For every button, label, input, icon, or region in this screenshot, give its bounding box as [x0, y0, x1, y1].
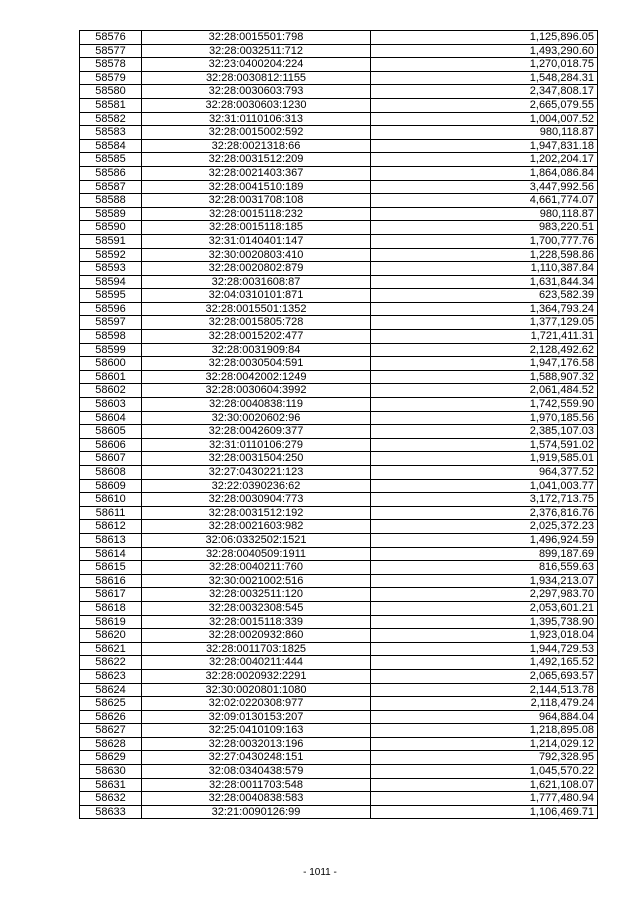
- record-number-cell: 58590: [80, 221, 142, 235]
- amount-cell: 1,214,029.12: [371, 737, 598, 751]
- table-row: [80, 343, 598, 357]
- record-number-cell: 58628: [80, 737, 142, 751]
- table-row: [80, 357, 598, 371]
- record-number-cell: 58581: [80, 98, 142, 112]
- table-row: [80, 126, 598, 140]
- table-row: [80, 493, 598, 507]
- table-row: [80, 58, 598, 72]
- record-number-cell: 58629: [80, 751, 142, 765]
- record-number-cell: 58631: [80, 778, 142, 792]
- table-row: [80, 669, 598, 683]
- record-number-cell: 58613: [80, 533, 142, 547]
- record-number-cell: 58589: [80, 207, 142, 221]
- amount-cell: 1,700,777.76: [371, 234, 598, 248]
- table-row: [80, 112, 598, 126]
- amount-cell: 1,864,086.84: [371, 166, 598, 180]
- table-row: [80, 370, 598, 384]
- table-row: [80, 262, 598, 276]
- cadastral-number-cell: 32:28:0021403:367: [142, 166, 371, 180]
- table-row: [80, 194, 598, 208]
- cadastral-number-cell: 32:28:0031504:250: [142, 452, 371, 466]
- table-row: [80, 547, 598, 561]
- cadastral-number-cell: 32:31:0110106:279: [142, 438, 371, 452]
- amount-cell: 2,376,816.76: [371, 506, 598, 520]
- amount-cell: 1,004,007.52: [371, 112, 598, 126]
- cadastral-number-cell: 32:28:0030603:793: [142, 85, 371, 99]
- cadastral-number-cell: 32:28:0011703:548: [142, 778, 371, 792]
- record-number-cell: 58608: [80, 466, 142, 480]
- table-row: [80, 479, 598, 493]
- table-row: [80, 411, 598, 425]
- table-row: [80, 425, 598, 439]
- cadastral-number-cell: 32:28:0015501:1352: [142, 302, 371, 316]
- table-row: [80, 601, 598, 615]
- table-row: [80, 207, 598, 221]
- record-number-cell: 58627: [80, 724, 142, 738]
- cadastral-number-cell: 32:28:0030904:773: [142, 493, 371, 507]
- record-number-cell: 58583: [80, 126, 142, 140]
- record-number-cell: 58586: [80, 166, 142, 180]
- amount-cell: 1,621,108.07: [371, 778, 598, 792]
- table-row: [80, 765, 598, 779]
- record-number-cell: 58600: [80, 357, 142, 371]
- table-row: [80, 85, 598, 99]
- cadastral-number-cell: 32:28:0041510:189: [142, 180, 371, 194]
- record-number-cell: 58630: [80, 765, 142, 779]
- cadastral-number-cell: 32:31:0140401:147: [142, 234, 371, 248]
- table-row: [80, 398, 598, 412]
- record-number-cell: 58614: [80, 547, 142, 561]
- cadastral-number-cell: 32:28:0040211:444: [142, 656, 371, 670]
- cadastral-number-cell: 32:28:0015118:185: [142, 221, 371, 235]
- cadastral-number-cell: 32:08:0340438:579: [142, 765, 371, 779]
- amount-cell: 2,144,513.78: [371, 683, 598, 697]
- record-number-cell: 58612: [80, 520, 142, 534]
- amount-cell: 1,631,844.34: [371, 275, 598, 289]
- record-number-cell: 58577: [80, 44, 142, 58]
- table-row: [80, 316, 598, 330]
- table-row: [80, 792, 598, 806]
- cadastral-number-cell: 32:31:0110106:313: [142, 112, 371, 126]
- table-row: [80, 710, 598, 724]
- record-number-cell: 58578: [80, 58, 142, 72]
- record-number-cell: 58598: [80, 330, 142, 344]
- table-row: [80, 289, 598, 303]
- amount-cell: 1,588,907.32: [371, 370, 598, 384]
- amount-cell: 1,041,003.77: [371, 479, 598, 493]
- table-row: [80, 153, 598, 167]
- cadastral-number-cell: 32:28:0021318:66: [142, 139, 371, 153]
- table-row: [80, 574, 598, 588]
- cadastral-number-cell: 32:27:0430221:123: [142, 466, 371, 480]
- cadastral-number-cell: 32:28:0031608:87: [142, 275, 371, 289]
- amount-cell: 1,742,559.90: [371, 398, 598, 412]
- table-row: [80, 615, 598, 629]
- amount-cell: 1,106,469.71: [371, 805, 598, 819]
- amount-cell: 623,582.39: [371, 289, 598, 303]
- amount-cell: 3,447,992.56: [371, 180, 598, 194]
- cadastral-number-cell: 32:28:0020932:860: [142, 629, 371, 643]
- amount-cell: 1,270,018.75: [371, 58, 598, 72]
- record-number-cell: 58585: [80, 153, 142, 167]
- record-number-cell: 58619: [80, 615, 142, 629]
- cadastral-number-cell: 32:28:0042002:1249: [142, 370, 371, 384]
- page-number: - 1011 -: [303, 867, 337, 878]
- record-number-cell: 58584: [80, 139, 142, 153]
- cadastral-number-cell: 32:28:0011703:1825: [142, 642, 371, 656]
- record-number-cell: 58582: [80, 112, 142, 126]
- record-number-cell: 58620: [80, 629, 142, 643]
- record-number-cell: 58616: [80, 574, 142, 588]
- records-table: [79, 30, 598, 819]
- amount-cell: 1,934,213.07: [371, 574, 598, 588]
- table-row: [80, 44, 598, 58]
- amount-cell: 1,202,204.17: [371, 153, 598, 167]
- table-row: [80, 221, 598, 235]
- amount-cell: 792,328.95: [371, 751, 598, 765]
- record-number-cell: 58604: [80, 411, 142, 425]
- amount-cell: 1,496,924.59: [371, 533, 598, 547]
- amount-cell: 1,364,793.24: [371, 302, 598, 316]
- amount-cell: 1,919,585.01: [371, 452, 598, 466]
- amount-cell: 2,128,492.62: [371, 343, 598, 357]
- amount-cell: 980,118.87: [371, 207, 598, 221]
- table-row: [80, 588, 598, 602]
- amount-cell: 2,347,808.17: [371, 85, 598, 99]
- record-number-cell: 58622: [80, 656, 142, 670]
- cadastral-number-cell: 32:28:0015002:592: [142, 126, 371, 140]
- cadastral-number-cell: 32:28:0032511:712: [142, 44, 371, 58]
- amount-cell: 983,220.51: [371, 221, 598, 235]
- cadastral-number-cell: 32:28:0015202:477: [142, 330, 371, 344]
- record-number-cell: 58609: [80, 479, 142, 493]
- amount-cell: 3,172,713.75: [371, 493, 598, 507]
- amount-cell: 2,061,484.52: [371, 384, 598, 398]
- table-row: [80, 452, 598, 466]
- amount-cell: 1,493,290.60: [371, 44, 598, 58]
- amount-cell: 1,395,738.90: [371, 615, 598, 629]
- amount-cell: 1,777,480.94: [371, 792, 598, 806]
- cadastral-number-cell: 32:28:0030504:591: [142, 357, 371, 371]
- cadastral-number-cell: 32:27:0430248:151: [142, 751, 371, 765]
- table-row: [80, 506, 598, 520]
- cadastral-number-cell: 32:28:0015501:798: [142, 31, 371, 45]
- table-row: [80, 166, 598, 180]
- record-number-cell: 58579: [80, 71, 142, 85]
- amount-cell: 1,492,165.52: [371, 656, 598, 670]
- cadastral-number-cell: 32:04:0310101:871: [142, 289, 371, 303]
- record-number-cell: 58597: [80, 316, 142, 330]
- table-row: [80, 520, 598, 534]
- cadastral-number-cell: 32:28:0015118:339: [142, 615, 371, 629]
- amount-cell: 1,574,591.02: [371, 438, 598, 452]
- table-row: [80, 642, 598, 656]
- amount-cell: 964,884.04: [371, 710, 598, 724]
- cadastral-number-cell: 32:28:0032511:120: [142, 588, 371, 602]
- record-number-cell: 58596: [80, 302, 142, 316]
- table-row: [80, 180, 598, 194]
- table-row: [80, 302, 598, 316]
- record-number-cell: 58603: [80, 398, 142, 412]
- records-table-body: [80, 31, 598, 819]
- cadastral-number-cell: 32:28:0030812:1155: [142, 71, 371, 85]
- amount-cell: 1,110,387.84: [371, 262, 598, 276]
- table-row: [80, 629, 598, 643]
- amount-cell: 4,661,774.07: [371, 194, 598, 208]
- cadastral-number-cell: 32:30:0020801:1080: [142, 683, 371, 697]
- record-number-cell: 58594: [80, 275, 142, 289]
- record-number-cell: 58610: [80, 493, 142, 507]
- record-number-cell: 58601: [80, 370, 142, 384]
- table-row: [80, 330, 598, 344]
- table-row: [80, 778, 598, 792]
- table-row: [80, 275, 598, 289]
- table-row: [80, 384, 598, 398]
- cadastral-number-cell: 32:23:0400204:224: [142, 58, 371, 72]
- cadastral-number-cell: 32:09:0130153:207: [142, 710, 371, 724]
- cadastral-number-cell: 32:28:0015118:232: [142, 207, 371, 221]
- cadastral-number-cell: 32:28:0042609:377: [142, 425, 371, 439]
- amount-cell: 1,548,284.31: [371, 71, 598, 85]
- table-row: [80, 139, 598, 153]
- amount-cell: 816,559.63: [371, 561, 598, 575]
- cadastral-number-cell: 32:06:0332502:1521: [142, 533, 371, 547]
- table-row: [80, 697, 598, 711]
- record-number-cell: 58588: [80, 194, 142, 208]
- record-number-cell: 58593: [80, 262, 142, 276]
- cadastral-number-cell: 32:28:0040509:1911: [142, 547, 371, 561]
- cadastral-number-cell: 32:28:0032013:196: [142, 737, 371, 751]
- amount-cell: 2,297,983.70: [371, 588, 598, 602]
- table-row: [80, 31, 598, 45]
- cadastral-number-cell: 32:28:0020932:2291: [142, 669, 371, 683]
- cadastral-number-cell: 32:28:0040838:119: [142, 398, 371, 412]
- record-number-cell: 58624: [80, 683, 142, 697]
- amount-cell: 1,721,411.31: [371, 330, 598, 344]
- cadastral-number-cell: 32:02:0220308:977: [142, 697, 371, 711]
- cadastral-number-cell: 32:28:0031512:209: [142, 153, 371, 167]
- record-number-cell: 58617: [80, 588, 142, 602]
- amount-cell: 1,944,729.53: [371, 642, 598, 656]
- record-number-cell: 58576: [80, 31, 142, 45]
- table-row: [80, 724, 598, 738]
- table-row: [80, 71, 598, 85]
- table-row: [80, 533, 598, 547]
- table-row: [80, 561, 598, 575]
- record-number-cell: 58611: [80, 506, 142, 520]
- cadastral-number-cell: 32:30:0020602:96: [142, 411, 371, 425]
- table-row: [80, 98, 598, 112]
- record-number-cell: 58591: [80, 234, 142, 248]
- amount-cell: 2,065,693.57: [371, 669, 598, 683]
- amount-cell: 980,118.87: [371, 126, 598, 140]
- table-row: [80, 248, 598, 262]
- table-row: [80, 466, 598, 480]
- record-number-cell: 58633: [80, 805, 142, 819]
- amount-cell: 1,970,185.56: [371, 411, 598, 425]
- record-number-cell: 58618: [80, 601, 142, 615]
- cadastral-number-cell: 32:28:0040211:760: [142, 561, 371, 575]
- cadastral-number-cell: 32:25:0410109:163: [142, 724, 371, 738]
- cadastral-number-cell: 32:22:0390236:62: [142, 479, 371, 493]
- amount-cell: 2,665,079.55: [371, 98, 598, 112]
- table-row: [80, 683, 598, 697]
- amount-cell: 964,377.52: [371, 466, 598, 480]
- table-row: [80, 737, 598, 751]
- cadastral-number-cell: 32:30:0020803:410: [142, 248, 371, 262]
- table-row: [80, 805, 598, 819]
- cadastral-number-cell: 32:21:0090126:99: [142, 805, 371, 819]
- cadastral-number-cell: 32:28:0015805:728: [142, 316, 371, 330]
- cadastral-number-cell: 32:28:0030604:3992: [142, 384, 371, 398]
- cadastral-number-cell: 32:28:0031512:192: [142, 506, 371, 520]
- cadastral-number-cell: 32:28:0030603:1230: [142, 98, 371, 112]
- amount-cell: 1,125,896.05: [371, 31, 598, 45]
- record-number-cell: 58587: [80, 180, 142, 194]
- record-number-cell: 58625: [80, 697, 142, 711]
- record-number-cell: 58580: [80, 85, 142, 99]
- record-number-cell: 58599: [80, 343, 142, 357]
- record-number-cell: 58602: [80, 384, 142, 398]
- cadastral-number-cell: 32:30:0021002:516: [142, 574, 371, 588]
- record-number-cell: 58632: [80, 792, 142, 806]
- table-row: [80, 751, 598, 765]
- record-number-cell: 58615: [80, 561, 142, 575]
- cadastral-number-cell: 32:28:0040838:583: [142, 792, 371, 806]
- record-number-cell: 58595: [80, 289, 142, 303]
- amount-cell: 2,053,601.21: [371, 601, 598, 615]
- record-number-cell: 58607: [80, 452, 142, 466]
- cadastral-number-cell: 32:28:0031708:108: [142, 194, 371, 208]
- amount-cell: 2,025,372.23: [371, 520, 598, 534]
- cadastral-number-cell: 32:28:0021603:982: [142, 520, 371, 534]
- cadastral-number-cell: 32:28:0032308:545: [142, 601, 371, 615]
- table-row: [80, 234, 598, 248]
- amount-cell: 2,118,479.24: [371, 697, 598, 711]
- amount-cell: 1,923,018.04: [371, 629, 598, 643]
- cadastral-number-cell: 32:28:0020802:879: [142, 262, 371, 276]
- amount-cell: 1,218,895.08: [371, 724, 598, 738]
- table-row: [80, 438, 598, 452]
- amount-cell: 1,045,570.22: [371, 765, 598, 779]
- amount-cell: 1,377,129.05: [371, 316, 598, 330]
- amount-cell: 899,187.69: [371, 547, 598, 561]
- record-number-cell: 58606: [80, 438, 142, 452]
- table-row: [80, 656, 598, 670]
- record-number-cell: 58605: [80, 425, 142, 439]
- record-number-cell: 58592: [80, 248, 142, 262]
- record-number-cell: 58623: [80, 669, 142, 683]
- amount-cell: 2,385,107.03: [371, 425, 598, 439]
- record-number-cell: 58626: [80, 710, 142, 724]
- cadastral-number-cell: 32:28:0031909:84: [142, 343, 371, 357]
- amount-cell: 1,228,598.86: [371, 248, 598, 262]
- amount-cell: 1,947,176.58: [371, 357, 598, 371]
- record-number-cell: 58621: [80, 642, 142, 656]
- amount-cell: 1,947,831.18: [371, 139, 598, 153]
